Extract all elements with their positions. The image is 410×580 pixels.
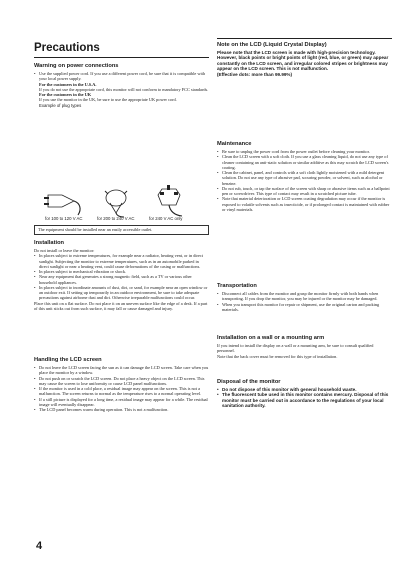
installation-bullet: • In places subject to inordinate amounts of dust, dirt, or sand, for example near an open window or an outdoor exit. If setting up temporarily in an outdoor environment, be sure to take adequate precautions against airborne dust and dirt. Otherwise irreparable malfunctions could occur. (34, 285, 209, 301)
transportation-bullet: • Disconnect all cables from the monitor and grasp the monitor firmly with both hands when transporting. If you drop the monitor, you may be injured or the monitor may be damaged. (217, 291, 392, 302)
wall-mount-note: Note that the back cover must be removed for this type of installation. (217, 353, 338, 359)
warning-power-bullet: • Use the supplied power cord. If you use a different power cord, be sure that it is compatible with your local power supply. (34, 71, 209, 82)
uk-text: If you use the monitor in the UK, be sure to use the appropriate UK power cord. (39, 97, 177, 103)
plug-100-120v-icon (44, 195, 80, 215)
maintenance-bullet: • Clean the cabinet, panel, and controls with a soft cloth lightly moistened with a mild detergent solution. Do not use any type of abrasive pad, scouring powder, or solvent, such as alcohol or benzine. (217, 170, 392, 186)
maintenance-section (217, 141, 392, 212)
disposal-section (217, 379, 392, 409)
wall-mount-text: If you intend to install the display on a wall or a mounting arm, be sure to consult qualified personnel. (217, 343, 374, 354)
uk-heading: For the customers in the UK (39, 92, 92, 97)
plug-types-illustration (44, 183, 204, 219)
plug-label-100-120v: for 100 to 120 V AC (45, 216, 83, 221)
transportation-heading: Transportation (217, 283, 257, 289)
installation-heading: Installation (34, 240, 65, 246)
note-lcd-heading: Note on the LCD (Liquid Crystal Display) (217, 42, 327, 48)
installation-bullet: • In places subject to extreme temperatures, for example near a radiator, heating vent, or in direct sunlight. Subjecting the monitor to extreme temperatures, such as in an automobile parked in direct sunlight or near a heating vent, could cause deformations of the casing or malfunctions. (34, 253, 209, 269)
maintenance-heading: Maintenance (217, 141, 252, 147)
transportation-bullet: • When you transport this monitor for repair or shipment, use the original carton and packing materials. (217, 302, 392, 313)
installation-bullet: • Near any equipment that generates a strong magnetic field, such as a TV or various other household appliances. (34, 274, 209, 285)
note-lcd-text: Please note that the LCD screen is made with high-precision technology. However, black points or bright points of light (red, blue, or green) may appear constantly on the LCD screen, and irregular colored stripes or brightness may appear on the LCD screen. This is not malfunction. (217, 50, 389, 72)
handling-bullet: • If a still picture is displayed for a long time, a residual image may appear for a while. The residual image will eventually disappear. (34, 397, 209, 408)
handling-bullet: • Do not leave the LCD screen facing the sun as it can damage the LCD screen. Take care when you place the monitor by a window. (34, 365, 209, 376)
warning-power-heading: Warning on power connections (34, 63, 119, 69)
page-number: 4 (36, 540, 43, 552)
transportation-section (217, 283, 392, 312)
handling-bullet: • If the monitor is used in a cold place, a residual image may appear on the screen. This is not a malfunction. The screen returns to normal as the temperature rises to a normal operating level. (34, 386, 209, 397)
page-title: Precautions (34, 42, 100, 54)
note-lcd-effective: (Effective dots: more than 99.99%) (217, 71, 293, 77)
usa-heading: For the customers in the U.S.A. (39, 81, 97, 87)
disposal-heading: Disposal of the monitor (217, 379, 281, 385)
plug-label-200-240v: for 200 to 240 V AC (97, 216, 135, 221)
handling-bullet: • Do not push on or scratch the LCD screen. Do not place a heavy object on the LCD screen. This may cause the screen to lose uniformity or cause LCD panel malfunctions. (34, 376, 209, 387)
handling-section (34, 357, 209, 412)
handling-bullet: • The LCD panel becomes warm during operation. This is not a malfunction. (34, 407, 209, 412)
maintenance-bullet: • Note that material deterioration or LCD screen coating degradation may occur if the monitor is exposed to volatile solvents such as insecticide, or if prolonged contact is maintained with rubber or vinyl materials. (217, 196, 392, 212)
maintenance-bullet: • Do not rub, touch, or tap the surface of the screen with sharp or abrasive items such as a ballpoint pen or screwdriver. This type of contact may result in a scratched picture tube. (217, 186, 392, 197)
installation-section (34, 240, 209, 311)
usa-text: If you do not use the appropriate cord, this monitor will not conform to mandatory FCC standards. (39, 86, 209, 92)
installation-intro: Do not install or leave the monitor: (34, 248, 95, 253)
installation-outro: Place this unit on a flat surface. Do not place it on an uneven surface like the edge of a desk. If a part of this unit sticks out from such surface, it may fall or cause damaged and injury. (34, 300, 208, 311)
handling-heading: Handling the LCD screen (34, 357, 102, 363)
plug-caption: Example of plug types (39, 102, 82, 108)
right-column-rule (217, 38, 392, 39)
outlet-notice-text: The equipment should be installed near an easily accessible outlet. (38, 227, 153, 232)
maintenance-bullet: • Be sure to unplug the power cord from the power outlet before cleaning your monitor. (217, 149, 392, 154)
maintenance-bullet: • Clean the LCD screen with a soft cloth. If you use a glass cleaning liquid, do not use any type of cleaner containing an anti-static solution or similar additive as this may scratch the LCD screen's coating. (217, 154, 392, 170)
warning-power-section (34, 63, 209, 108)
note-lcd-section (217, 42, 392, 77)
disposal-bullet: • The fluorescent tube used in this monitor contains mercury. Disposal of this monitor must be carried out in accordance to the regulations of your local sanitation authority. (217, 392, 392, 408)
plug-label-240v-only: for 240 V AC only (149, 216, 183, 221)
installation-bullet: • In places subject to mechanical vibration or shock. (34, 269, 209, 274)
disposal-bullet: • Do not dispose of this monitor with general household waste. (217, 387, 392, 392)
wall-mount-heading: Installation on a wall or a mounting arm (217, 335, 325, 341)
plug-200-240v-icon (105, 190, 127, 217)
wall-mount-section (217, 335, 392, 359)
outlet-notice-box (34, 225, 209, 235)
plug-240v-only-icon (158, 185, 182, 216)
title-rule (34, 57, 209, 58)
